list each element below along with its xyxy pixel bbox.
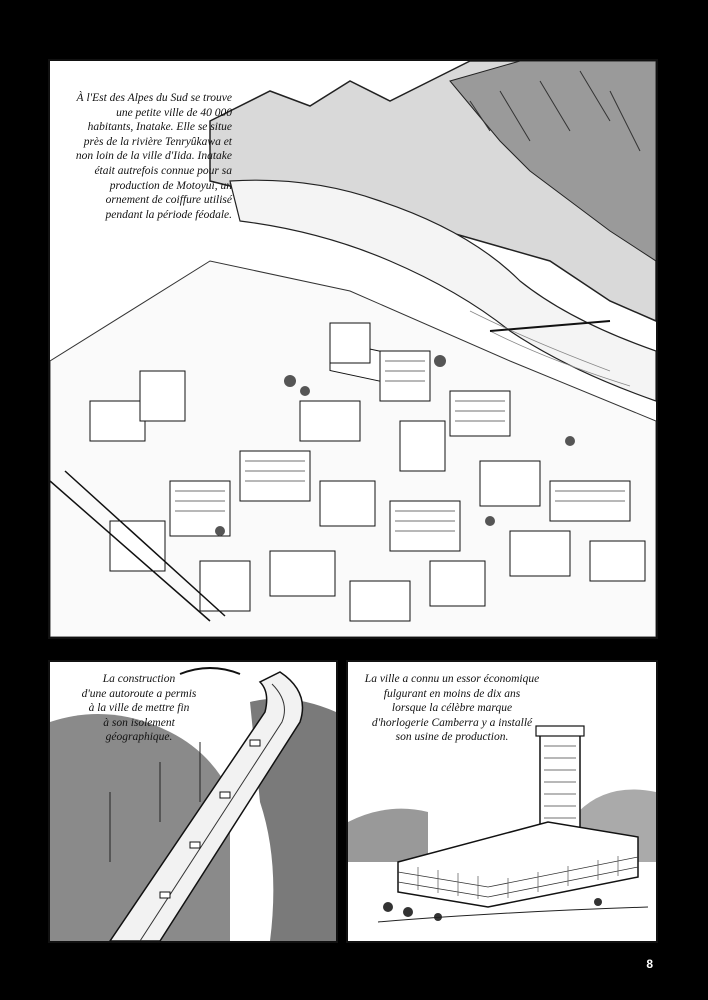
panel-town-aerial-view xyxy=(48,59,658,639)
narration-caption: La ville a connu un essor économique fulgurant en moins de dix ans lorsque la célèbre marque d'horlogerie Camberra y a installé son usine de production. xyxy=(364,673,540,744)
panel-highway xyxy=(48,660,338,943)
page-number: 8 xyxy=(646,957,653,971)
panel-factory xyxy=(346,660,658,943)
narration-caption: À l'Est des Alpes du Sud se trouve une petite ville de 40 000 habitants, Inatake. Elle se situe près de la rivière Tenryûkawa et non loin de la ville d'Iida. Inatake était autrefois connue pour sa production de Motoyui, un ornement de coiffure utilisé pendant la période féodale. xyxy=(75,92,232,221)
narration-caption: La construction d'une autoroute a permis à la ville de mettre fin à son isolement géographique. xyxy=(81,673,197,744)
